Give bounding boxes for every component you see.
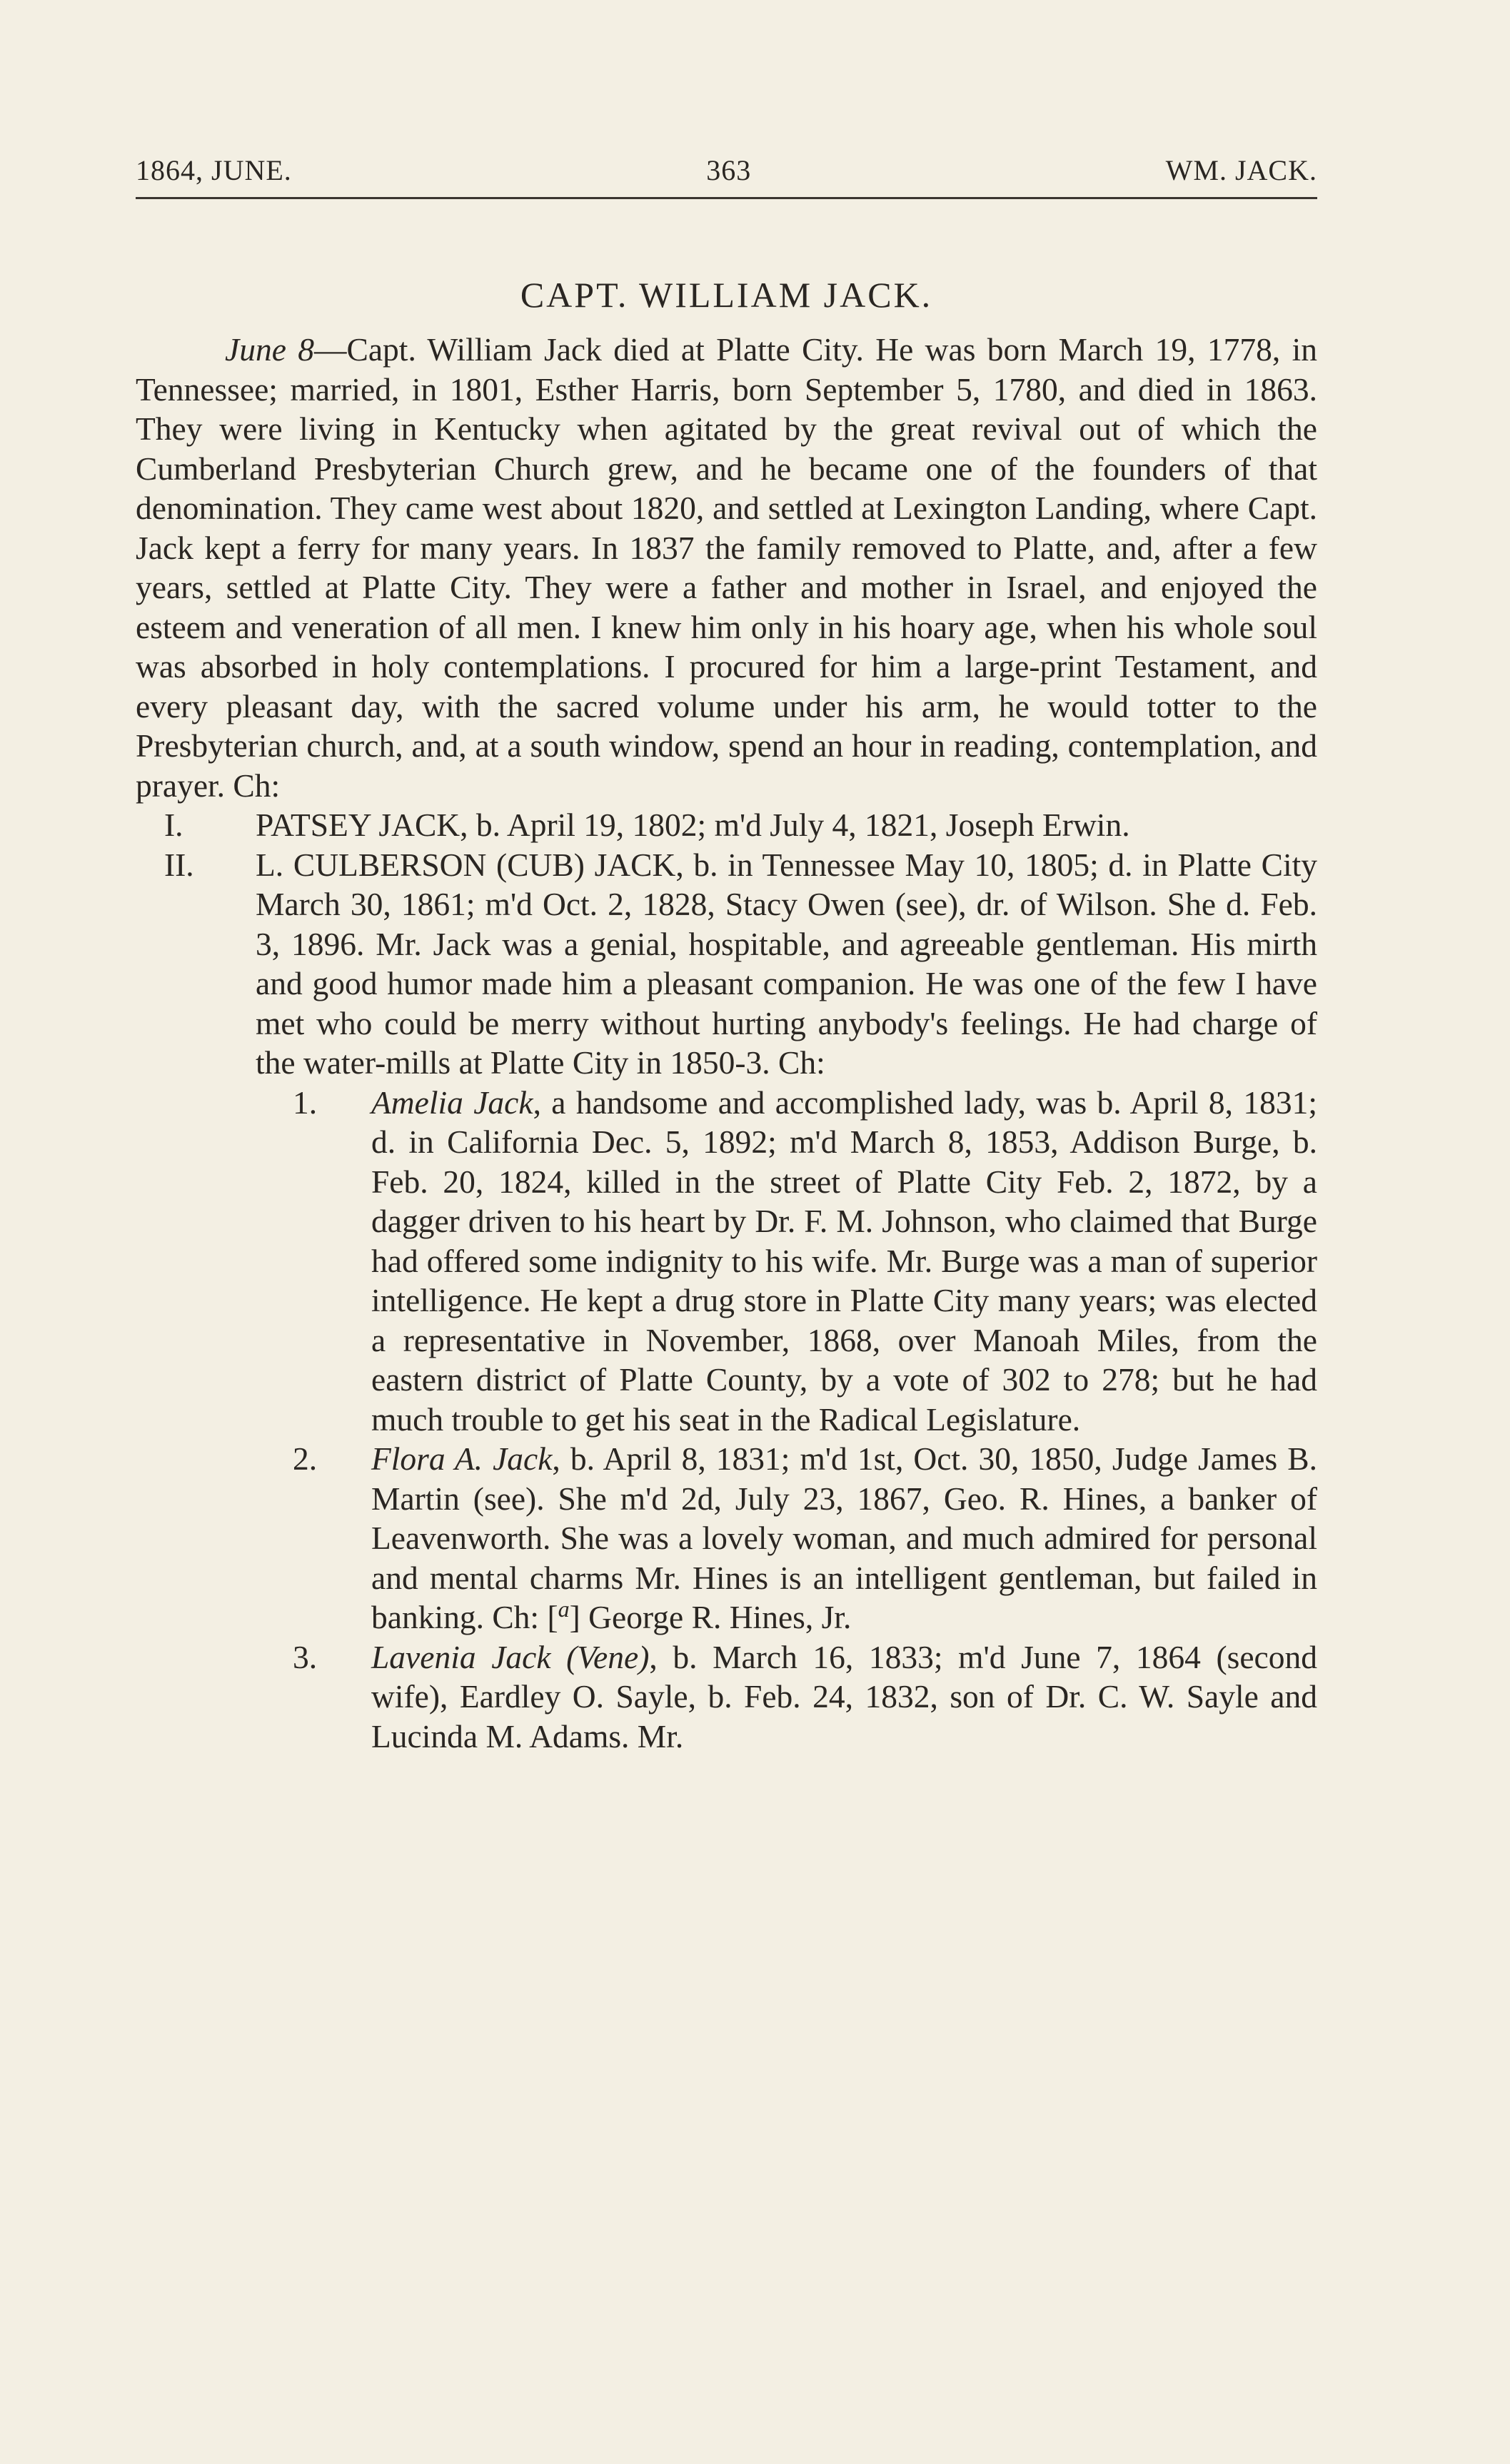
grandchild-text: , b. March 16, 1833; m'd June 7, 1864 (second wife), Eardley O. Sayle, b. Feb. 24, 1832, son of Dr. C. W. Sayle and Lucinda M. Adams. Mr. <box>371 1638 1317 1754</box>
grandchild-text: , b. April 8, 1831; m'd 1st, Oct. 30, 1850, Judge James B. Martin (see). She m'd 2d, July 23, 1867, Geo. R. Hines, a banker of Leavenworth. She was a lovely woman, and much admired for personal and mental charms Mr. Hines is an intelligent gentleman, but failed in banking. Ch: [ <box>371 1440 1317 1635</box>
intro-date: June 8 <box>225 331 315 368</box>
grandchild-name: Flora A. Jack <box>371 1440 553 1477</box>
header-date: 1864, JUNE. <box>136 154 292 186</box>
child-numeral: I. <box>164 807 183 843</box>
grandchild-name: Lavenia Jack (Vene) <box>371 1638 650 1675</box>
grandchild-text: , a handsome and accomplished lady, was b. April 8, 1831; d. in California Dec. 5, 1892; m'd March 8, 1853, Addison Burge, b. Feb. 20, 1824, killed in the street of Platte City Feb. 2, 1872, by a dagger driven to his heart by Dr. F. M. Johnson, who claimed that Burge had offered some indignity to his wife. Mr. Burge was a man of superior intelligence. He kept a drug store in Platte City many years; was elected a representative in November, 1868, over Manoah Miles, from the eastern district of Platte County, by a vote of 302 to 278; but he had much trouble to get his seat in the Radical Legislature. <box>371 1084 1317 1438</box>
child-numeral: II. <box>164 846 194 883</box>
child-entry <box>136 805 1317 845</box>
grandchild-number: 2. <box>293 1440 318 1477</box>
grandchild-entry <box>136 1637 1317 1757</box>
section-title: CAPT. WILLIAM JACK. <box>520 275 933 315</box>
intro-paragraph <box>136 330 1317 805</box>
grandchild-number: 3. <box>293 1638 318 1675</box>
grandchild-entry <box>136 1439 1317 1637</box>
header-surname: WM. JACK. <box>1165 154 1317 186</box>
grandchild-name: Amelia Jack <box>371 1084 533 1121</box>
footnote-mark: a <box>558 1595 570 1622</box>
intro-text: —Capt. William Jack died at Platte City. He was born March 19, 1778, in Tennessee; married, in 1801, Esther Harris, born September 5, 1780, and died in 1863. They were living in Kentucky when agitated by the great revival out of which the Cumberland Presbyterian Church grew, and he became one of the founders of that denomination. They came west about 1820, and settled at Lexington Landing, where Capt. Jack kept a ferry for many years. In 1837 the family removed to Platte, and, after a few years, settled at Platte City. They were a father and mother in Israel, and enjoyed the esteem and veneration of all men. I knew him only in his hoary age, when his whole soul was absorbed in holy contemplations. I procured for him a large-print Testament, and every pleasant day, with the sacred volume under his arm, he would totter to the Presbyterian church, and, at a south window, spend an hour in reading, contemplation, and prayer. Ch: <box>136 331 1318 804</box>
page-number: 363 <box>706 154 752 186</box>
child-text: L. CULBERSON (CUB) JACK, b. in Tennessee May 10, 1805; d. in Platte City March 30, 1861; m'd Oct. 2, 1828, Stacy Owen (see), dr. of Wilson. She d. Feb. 3, 1896. Mr. Jack was a genial, hospitable, and agreeable gentleman. His mirth and good humor made him a pleasant companion. He was one of the few I have met who could be merry without hurting anybody's feelings. He had charge of the water-mills at Platte City in 1850-3. Ch: <box>256 846 1317 1081</box>
grandchild-text-continued: ] George R. Hines, Jr. <box>569 1599 852 1635</box>
child-entry <box>136 845 1317 1083</box>
running-header <box>136 153 1317 199</box>
grandchild-entry <box>136 1083 1317 1440</box>
book-page <box>136 153 1317 1756</box>
child-text: PATSEY JACK, b. April 19, 1802; m'd July 4, 1821, Joseph Erwin. <box>256 807 1130 843</box>
grandchild-number: 1. <box>293 1084 318 1121</box>
